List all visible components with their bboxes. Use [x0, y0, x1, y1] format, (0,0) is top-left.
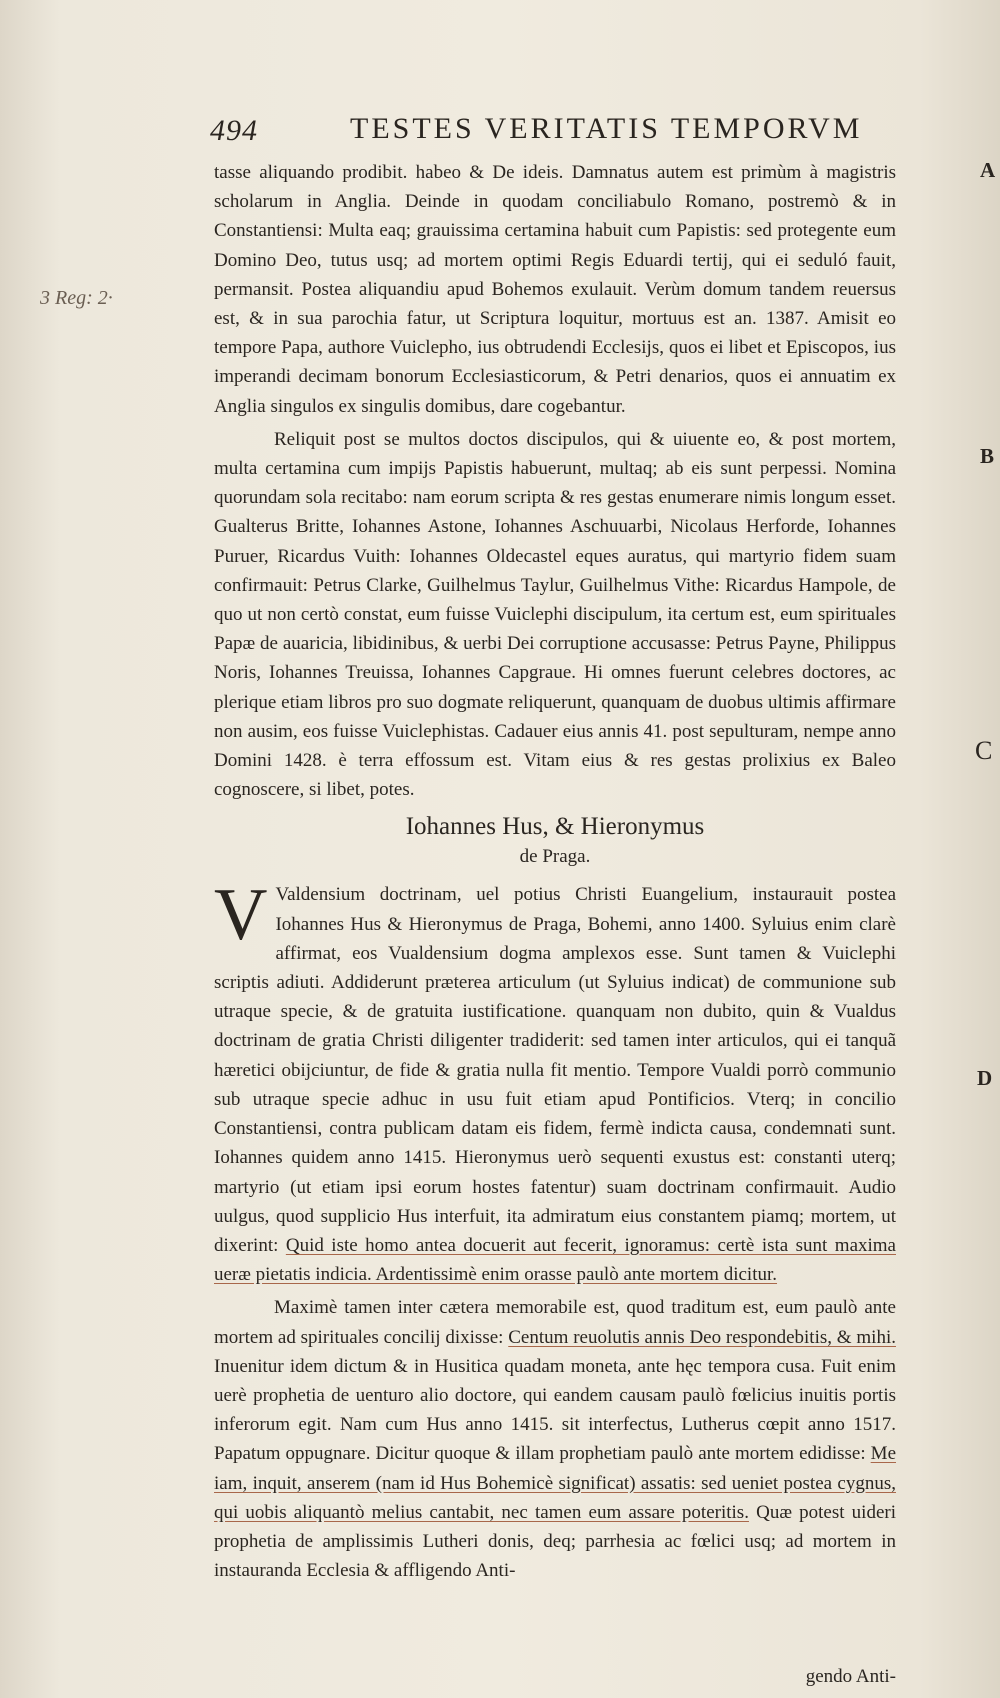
page-header — [210, 112, 900, 148]
catchword: gendo Anti- — [805, 1666, 896, 1687]
running-title: TESTES VERITATIS TEMPORVM — [350, 112, 863, 145]
underlined-passage-cygnus: Me iam, inquit, anserem (nam id Hus Bohemicè significat) assatis: sed ueniet postea cygnus, qui uobis aliquantò melius cantabit, nec tamen eum assare poteritis. — [214, 1443, 896, 1523]
underlined-passage-centum-annis: Centum reuolutis annis Deo respondebitis, & mihi. — [508, 1326, 896, 1348]
prophecy-text-3: Quæ potest uideri prophetia de amplissimis Lutheri donis, deq; parrhesia ac fœlici usq; ad mortem in instauranda Ecclesia & affligendo Anti- — [214, 1501, 896, 1582]
paragraph-wycliffe-disciples: Reliquit post se multos doctos discipulos, qui & uiuente eo, & post mortem, multa certamina cum impijs Papistis habuerunt, multaq; ab eis sunt perpessi. Nomina quorundam sola recitabo: nam eorum scripta & res gestas enumerare nimis longum esset. Gualterus Britte, Iohannes Astone, Iohannes Aschuuarbi, Nicolaus Herforde, Iohannes Puruer, Ricardus Vuith: Iohannes Oldecastel eques auratus, qui martyrio fidem suam confirmauit: Petrus Clarke, Guilhelmus Taylur, Guilhelmus Vithe: Ricardus Hampole, de quo ut non certò constat, eum fuisse Vuiclephi discipulum, ita certum est, eum spirituales Papæ de auaricia, libidinibus, & uerbi Dei corruptione accusasse: Petrus Payne, Philippus Noris, Iohannes Treuissa, Iohannes Capgraue. Hi omnes fuerunt celebres doctores, ac plerique etiam libros pro suo dogmate reliquerunt, quanquam de duobus ultimis affirmare non ausim, eos fuisse Vuiclephistas. Cadauer eius annis 41. post sepulturam, nempe anno Domini 1428. è terra effossum est. Vitam eius & res gestas prolixius ex Baleo cognoscere, si libet, potes. — [214, 428, 896, 801]
paragraph-hus-prophecy — [214, 1293, 896, 1585]
main-text-block — [214, 158, 896, 1585]
margin-letter-d: D — [977, 1066, 993, 1090]
prophecy-text-1: Maximè tamen inter cætera memorabile est, quod traditum est, eum paulò ante mortem ad spirituales concilij dixisse: — [214, 1297, 896, 1348]
underlined-passage-piety: Quid iste homo antea docuerit aut fecerit, ignoramus: certè ista sunt maxima ueræ pietatis indicia. Ardentissimè enim orasse paulò ante mortem dicitur. — [214, 1234, 896, 1286]
section-subheading-praga: de Praga. — [519, 846, 591, 868]
margin-letter-b: B — [980, 444, 995, 468]
page-number: 494 — [210, 114, 258, 147]
paragraph-hus-doctrine — [214, 874, 896, 1289]
prophecy-text-2: Inuenitur idem dictum & in Husitica quadam moneta, ante hęc tempora cusa. Fuit enim uerè prophetia de uenturo alio doctore, qui eandem causam paulò fœlicius inuitis portis inferorum egit. Nam cum Hus anno 1415. sit interfectus, Lutherus cœpit anno 1517. Papatum oppugnare. Dicitur quoque & illam prophetiam paulò ante mortem edidisse: — [214, 1355, 896, 1465]
paragraph-wycliffe-continued: tasse aliquando prodibit. habeo & De ideis. Damnatus autem est primùm à magistris scholarum in Anglia. Deinde in quodam conciliabulo Romano, postremò & in Constantiensi: Multa eaq; grauissima certamina habuit cum Papistis: sed protegente eum Domino Deo, tutus usq; ad mortem optimi Regis Eduardi tertij, qui ei seduló fauit, permansit. Postea aliquandiu apud Bohemos exulauit. Verùm domum tandem reuersus est, & in sua parochia fatur, ut Scriptura loquitur, mortuus est an. 1387. Amisit eo tempore Papa, authore Vuiclepho, ius obtrudendi Ecclesijs, quos ei libet et Episcopos, ius imperandi decimam bonorum Ecclesiasticorum, & Petri denarios, quos ei annuatim ex Anglia singulos ex singulis domibus, dare cogebantur. — [214, 162, 896, 417]
handwritten-margin-note: 3 Reg: 2· — [40, 287, 113, 309]
paragraph-hus-doctrine-text: VValdensium doctrinam, uel potius Christi Euangelium, instaurauit postea Iohannes Hus & Hieronymus de Praga, Bohemi, anno 1400. Syluius enim clarè affirmat, eos Vualdensium dogma amplexos esse. Sunt tamen & Vuiclephi scriptis adiuti. Addiderunt præterea articulum (ut Syluius indicat) de communione sub utraque specie, & de gratuita iustificatione. quanquam non dubito, quin & Vualdus doctrinam de gratia Christi diligenter tradiderit: sed tamen inter articulos, qui ei tanquã hæretici obijciuntur, de fide & gratia nulla fit mentio. Tempore Vualdi porrò communio sub utraque specie adhuc in usu fuit etiam apud Pontificios. Vterq; in concilio Constantiensi, contra publicam datam eis fidem, fermè indicta causa, condemnati sunt. Iohannes quidem anno 1415. Hieronymus uerò sequenti exustus est: constanti uterq; martyrio (ut etiam ipsi eorum hostes fatentur) suam doctrinam confirmauit. Audio uulgus, quod supplicio Hus interfuit, ita admiratum eius constantem piamq; mortem, ut dixerint: — [214, 874, 896, 1256]
margin-letter-c: C — [975, 736, 993, 765]
section-heading-hus-hieronymus: Iohannes Hus, & Hieronymus — [405, 813, 705, 841]
catchword-area — [214, 1662, 896, 1691]
margin-letter-a: A — [980, 158, 996, 182]
